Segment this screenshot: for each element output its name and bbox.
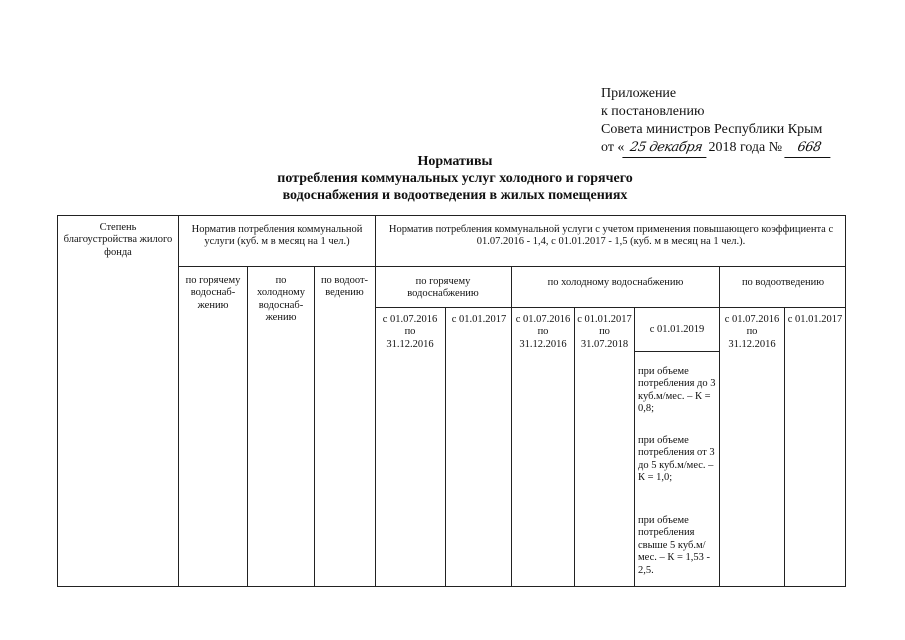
table-line xyxy=(634,307,635,586)
header-hot: по горячему водоснаб-жению xyxy=(185,275,241,311)
date-middle: 2018 года № xyxy=(708,140,783,155)
appendix-line-1: Приложение xyxy=(601,86,677,101)
table-line xyxy=(57,215,846,216)
table-line xyxy=(375,215,376,586)
handwritten-date: 25 декабря xyxy=(623,139,710,158)
title-line-2: потребления коммунальных услуг холодного и горячего xyxy=(277,171,633,186)
date-prefix: от « xyxy=(601,140,625,155)
title-line-1: Нормативы xyxy=(417,154,493,169)
table-line xyxy=(57,586,846,587)
header-norm: Норматив потребления коммунальной услуги (куб. м в месяц на 1 чел.) xyxy=(191,224,363,248)
period-drain-1: с 01.07.2016 по 31.12.2016 xyxy=(724,314,780,350)
header-drain-coef: по водоотведению xyxy=(741,277,825,288)
header-degree: Степень благоустройства жилого фонда xyxy=(63,222,173,258)
period-hot-2: с 01.01.2017 xyxy=(451,314,507,325)
header-hot-coef: по горячему водоснабжению xyxy=(407,276,479,300)
handwritten-number: 668 xyxy=(784,139,833,158)
appendix-block xyxy=(601,85,832,158)
table-line xyxy=(719,266,720,586)
appendix-line-3: Совета министров Республики Крым xyxy=(601,122,823,137)
coef-note-1: при объеме потребления до 3 куб.м/мес. – К = 0,8; xyxy=(638,366,716,415)
period-cold-1: с 01.07.2016 по 31.12.2016 xyxy=(515,314,571,350)
table-line xyxy=(634,351,719,352)
title-line-3: водоснабжения и водоотведения в жилых помещениях xyxy=(282,188,628,203)
table-line xyxy=(178,266,846,267)
table-line xyxy=(314,266,315,586)
table-line xyxy=(178,215,179,586)
coef-note-2: при объеме потребления от 3 до 5 куб.м/мес. – К = 1,0; xyxy=(638,435,715,484)
table-line xyxy=(574,307,575,586)
table-line xyxy=(57,215,58,586)
header-norm-coef: Норматив потребления коммунальной услуги с учетом применения повышающего коэффициента с 01.07.2016 - 1,4, с 01.01.2017 - 1,5 (куб. м в месяц на 1 чел.). xyxy=(388,224,834,248)
period-cold-3: с 01.01.2019 xyxy=(649,324,705,335)
coef-note-3: при объеме потребления свыше 5 куб.м/мес. – К = 1,53 - 2,5. xyxy=(638,515,711,576)
appendix-line-2: к постановлению xyxy=(601,104,705,119)
table-line xyxy=(247,266,248,586)
document-title xyxy=(150,153,760,204)
header-cold-coef: по холодному водоснабжению xyxy=(547,277,684,288)
table-line xyxy=(845,215,846,586)
period-cold-2: с 01.01.2017 по 31.07.2018 xyxy=(577,314,632,350)
period-drain-2: с 01.01.2017 xyxy=(787,314,843,325)
period-hot-1: с 01.07.2016 по 31.12.2016 xyxy=(382,314,438,350)
table-line xyxy=(445,307,446,586)
table-line xyxy=(784,307,785,586)
header-cold: по холодному водоснаб-жению xyxy=(256,275,306,324)
header-drain: по водоот-ведению xyxy=(320,275,369,299)
table-line xyxy=(511,266,512,586)
